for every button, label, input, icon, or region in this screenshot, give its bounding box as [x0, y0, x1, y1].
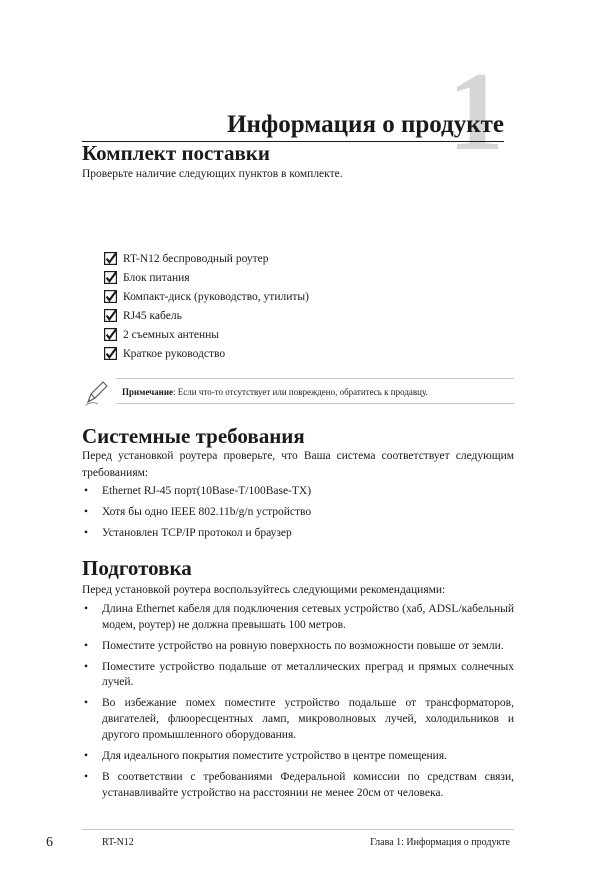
- checklist-item-label: RT-N12 беспроводный роутер: [123, 252, 269, 265]
- list-item: • Во избежание помех поместите устройство подальше от трансформаторов, двигателей, флюоресцентных ламп, микроволновых лучей, холодильников и другого промышленного оборудования.: [84, 697, 514, 742]
- footer-model: RT-N12: [102, 837, 134, 848]
- checklist-item: [104, 287, 309, 306]
- preparation-intro: Перед установкой роутера воспользуйтесь следующими рекомендациями:: [82, 584, 446, 596]
- list-item-text: В соответствии с требованиями Федеральной комиссии по средствам связи, устанавливайте устройство на расстоянии не менее 20см от человека.: [102, 770, 514, 799]
- list-item-text: Установлен TCP/IP протокол и браузер: [102, 526, 292, 539]
- checklist-item: [104, 344, 309, 363]
- checklist-item: [104, 306, 309, 325]
- list-item-text: Хотя бы одно IEEE 802.11b/g/n устройство: [102, 505, 312, 518]
- package-checklist: [104, 249, 309, 363]
- list-item-text: Поместите устройство на ровную поверхность по возможности повыше от земли.: [102, 639, 504, 652]
- checkbox-checked-icon: [104, 271, 117, 284]
- list-item: • Хотя бы одно IEEE 802.11b/g/n устройство: [84, 505, 312, 518]
- checklist-item-label: Компакт-диск (руководство, утилиты): [123, 290, 309, 303]
- checkbox-checked-icon: [104, 328, 117, 341]
- list-item: • Поместите устройство подальше от металлических преград и прямых солнечных лучей.: [84, 660, 514, 689]
- requirements-heading: Системные требования: [82, 424, 305, 448]
- note-top-rule: [116, 378, 514, 379]
- chapter-title: Информация о продукте: [227, 111, 504, 138]
- footer-rule: [82, 829, 514, 830]
- requirements-list: [82, 484, 514, 547]
- package-heading: Комплект поставки: [82, 141, 270, 165]
- footer-chapter-ref: Глава 1: Информация о продукте: [370, 837, 510, 848]
- checklist-item-label: Блок питания: [123, 271, 190, 284]
- checklist-item-label: RJ45 кабель: [123, 309, 182, 322]
- list-item-text: Поместите устройство подальше от металлических преград и прямых солнечных лучей.: [102, 660, 514, 689]
- list-item: • Поместите устройство на ровную поверхность по возможности повыше от земли.: [84, 639, 504, 652]
- checkbox-checked-icon: [104, 290, 117, 303]
- list-item-text: Во избежание помех поместите устройство подальше от трансформаторов, двигателей, флюоресцентных ламп, микроволновых лучей, холодильников и другого промышленного оборудования.: [102, 697, 514, 742]
- checklist-item: [104, 249, 309, 268]
- checklist-item: [104, 268, 309, 287]
- list-item: • Ethernet RJ-45 порт(10Base-T/100Base-TX): [84, 485, 312, 497]
- note-label: Примечание: [122, 387, 174, 397]
- preparation-list: [82, 602, 514, 806]
- requirements-intro: Перед установкой роутера проверьте, что Ваша система соответствует следующим требованиям:: [82, 450, 514, 479]
- checkbox-checked-icon: [104, 347, 117, 360]
- checklist-item-label: Краткое руководство: [123, 347, 226, 360]
- checklist-item: [104, 325, 309, 344]
- list-item: • Для идеального покрытия поместите устройство в центре помещения.: [84, 749, 447, 762]
- note-body: : Если что-то отсутствует или повреждено, обратитесь к продавцу.: [173, 387, 428, 397]
- list-item-text: Для идеального покрытия поместите устройство в центре помещения.: [102, 749, 447, 762]
- pen-note-icon: [84, 380, 110, 406]
- list-item: • Установлен TCP/IP протокол и браузер: [84, 526, 292, 539]
- note-text: [122, 387, 428, 399]
- list-item: • Длина Ethernet кабеля для подключения сетевых устройство (хаб, ADSL/кабельный модем, роутер) не должна превышать 100 метров.: [84, 603, 514, 631]
- checkbox-checked-icon: [104, 309, 117, 322]
- list-item: • В соответствии с требованиями Федеральной комиссии по средствам связи, устанавливайте устройство на расстоянии не менее 20см от человека.: [84, 770, 514, 799]
- preparation-heading: Подготовка: [82, 556, 192, 580]
- checklist-item-label: 2 съемных антенны: [123, 328, 219, 341]
- chapter-number: 1: [448, 50, 504, 174]
- checkbox-checked-icon: [104, 252, 117, 265]
- list-item-text: Длина Ethernet кабеля для подключения сетевых устройство (хаб, ADSL/кабельный модем, роутер) не должна превышать 100 метров.: [102, 603, 514, 631]
- package-intro: Проверьте наличие следующих пунктов в комплекте.: [82, 168, 343, 180]
- note-bottom-rule: [116, 403, 514, 404]
- list-item-text: Ethernet RJ-45 порт(10Base-T/100Base-TX): [102, 485, 312, 497]
- page-number: 6: [46, 835, 53, 850]
